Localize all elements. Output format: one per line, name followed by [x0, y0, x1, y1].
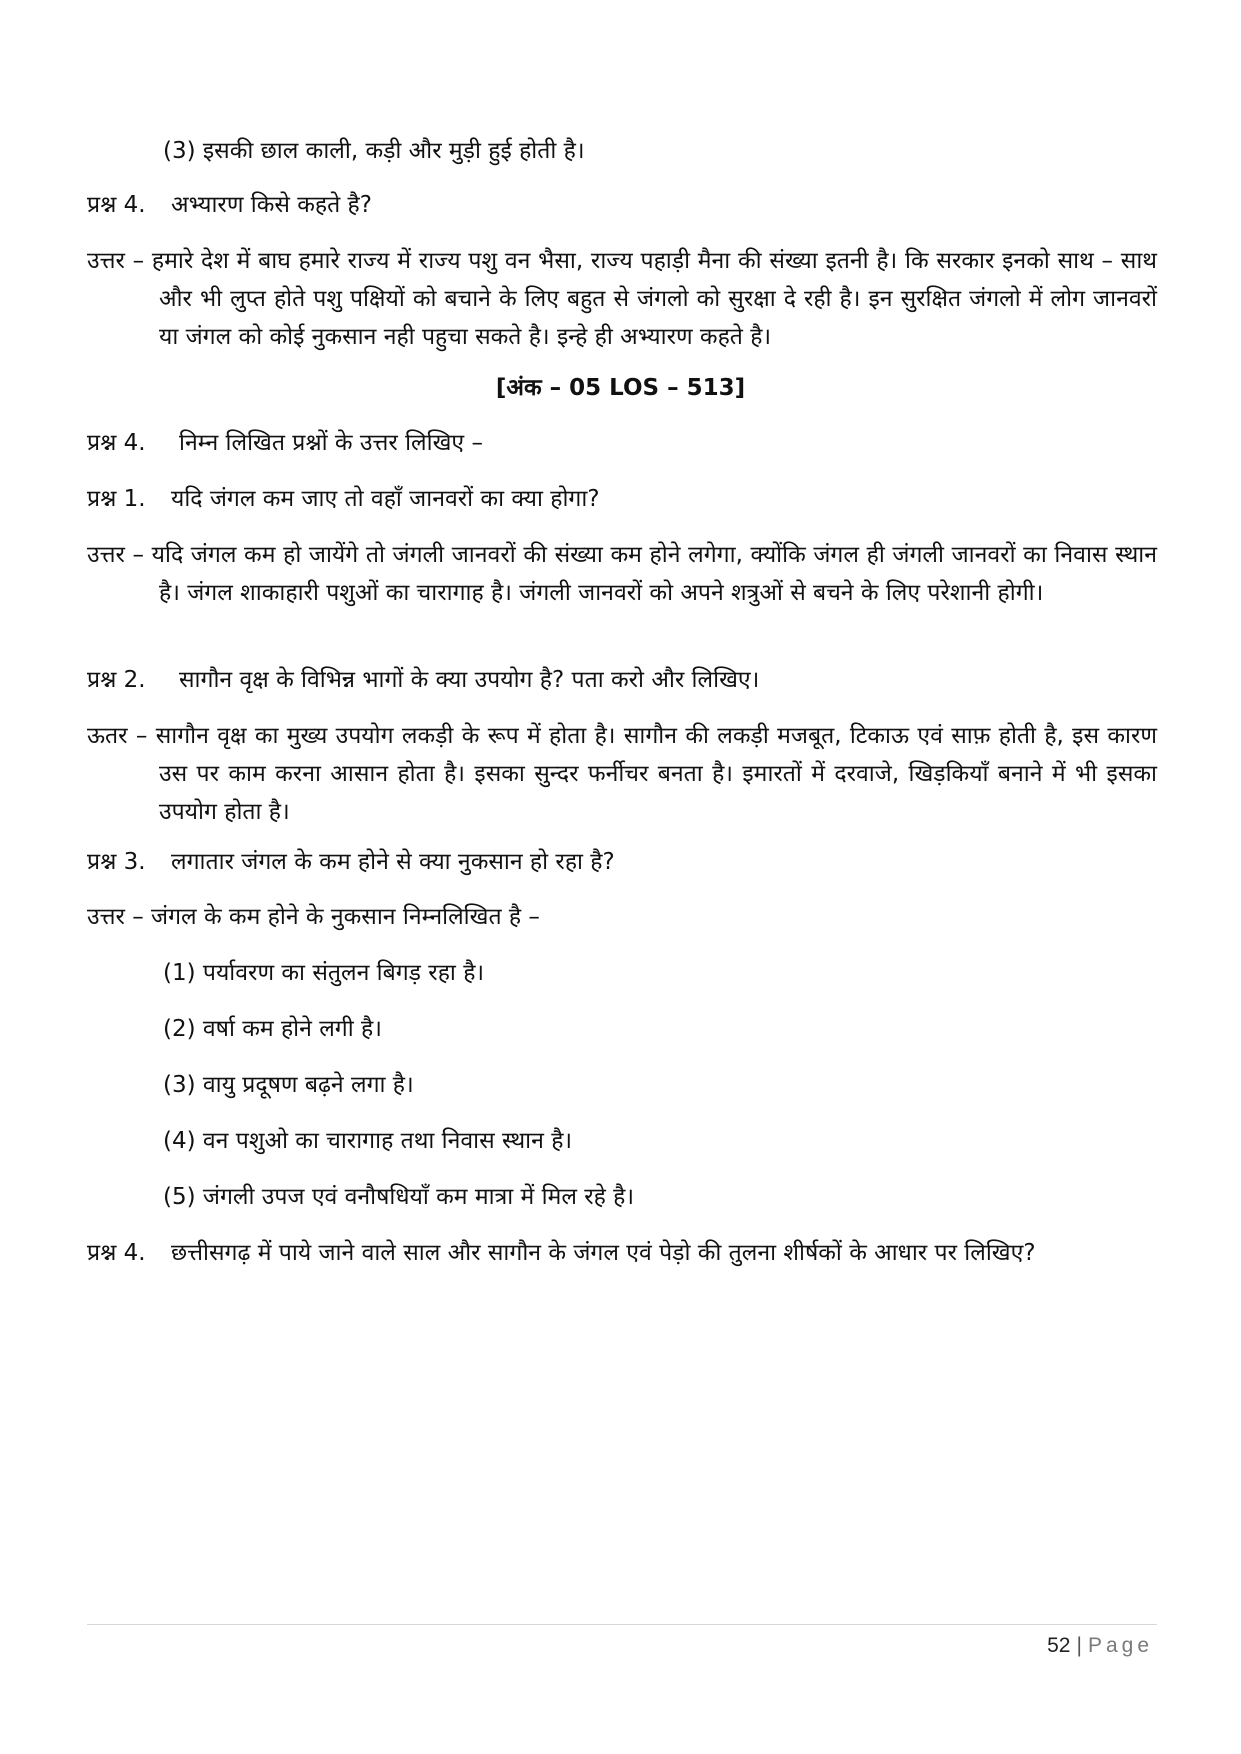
question-text: अभ्यारण किसे कहते है?	[171, 192, 372, 218]
answer-text: उत्तर – यदि जंगल कम हो जायेंगे तो जंगली जानवरों की संख्या कम होने लगेगा, क्योंकि जंगल ही जंगली जानवरों का निवास स्थान है। जंगल शाकाहारी पशुओं का चारागाह है। जंगली जानवरों को अपने शत्रुओं से बचने के लिए परेशानी होगी।	[87, 542, 1157, 606]
bullet-line: (3) इसकी छाल काली, कड़ी और मुड़ी हुई होती है।	[163, 138, 585, 164]
page-word: Page	[1087, 1634, 1153, 1657]
list-item: (1) पर्यावरण का संतुलन बिगड़ रहा है।	[163, 960, 485, 986]
question-label: प्रश्न 2.	[87, 667, 146, 693]
answer-paragraph	[87, 536, 1157, 612]
page-footer	[1047, 1630, 1153, 1662]
question-line	[87, 661, 759, 699]
question-line	[87, 424, 483, 462]
question-label: प्रश्न 4.	[87, 192, 146, 218]
question-label: प्रश्न 4.	[87, 1240, 146, 1266]
question-label: प्रश्न 1.	[87, 486, 146, 512]
question-text: सागौन वृक्ष के विभिन्न भागों के क्या उपयोग है? पता करो और लिखिए।	[179, 667, 760, 693]
list-item: (2) वर्षा कम होने लगी है।	[163, 1016, 382, 1042]
question-text: यदि जंगल कम जाए तो वहाँ जानवरों का क्या होगा?	[171, 486, 600, 512]
answer-line: उत्तर – जंगल के कम होने के नुकसान निम्नलिखित है –	[87, 904, 540, 930]
question-line	[87, 843, 615, 881]
answer-paragraph	[87, 717, 1157, 831]
question-label: प्रश्न 3.	[87, 849, 146, 875]
page-number: 52	[1047, 1634, 1071, 1657]
question-line	[87, 480, 600, 518]
answer-text: ऊतर – सागौन वृक्ष का मुख्य उपयोग लकड़ी के रूप में होता है। सागौन की लकड़ी मजबूत, टिकाऊ एवं साफ़ होती है, इस कारण उस पर काम करना आसान होता है। इसका सुन्दर फर्नीचर बनता है। इमारतों में दरवाजे, खिड़कियाँ बनाने में भी इसका उपयोग होता है।	[87, 723, 1157, 825]
footer-separator: |	[1076, 1634, 1082, 1657]
question-label: प्रश्न 4.	[87, 430, 146, 456]
question-text: लगातार जंगल के कम होने से क्या नुकसान हो रहा है?	[171, 849, 615, 875]
question-line	[87, 186, 372, 224]
list-item: (3) वायु प्रदूषण बढ़ने लगा है।	[163, 1072, 414, 1098]
section-heading: [अंक – 05 LOS – 513]	[495, 375, 746, 401]
answer-paragraph	[87, 242, 1157, 356]
footer-divider	[87, 1624, 1157, 1625]
list-item: (5) जंगली उपज एवं वनौषधियाँ कम मात्रा में मिल रहे है।	[163, 1184, 635, 1210]
question-line	[87, 1234, 1036, 1272]
list-item: (4) वन पशुओ का चारागाह तथा निवास स्थान है।	[163, 1128, 573, 1154]
question-text: छत्तीसगढ़ में पाये जाने वाले साल और सागौन के जंगल एवं पेड़ो की तुलना शीर्षकों के आधार पर लिखिए?	[171, 1240, 1036, 1266]
answer-text: उत्तर – हमारे देश में बाघ हमारे राज्य में राज्य पशु वन भैसा, राज्य पहाड़ी मैना की संख्या इतनी है। कि सरकार इनको साथ – साथ और भी लुप्त होते पशु पक्षियों को बचाने के लिए बहुत से जंगलो को सुरक्षा दे रही है। इन सुरक्षित जंगलो में लोग जानवरों या जंगल को कोई नुकसान नही पहुचा सकते है। इन्हे ही अभ्यारण कहते है।	[87, 248, 1157, 350]
question-text: निम्न लिखित प्रश्नों के उत्तर लिखिए –	[179, 430, 483, 456]
